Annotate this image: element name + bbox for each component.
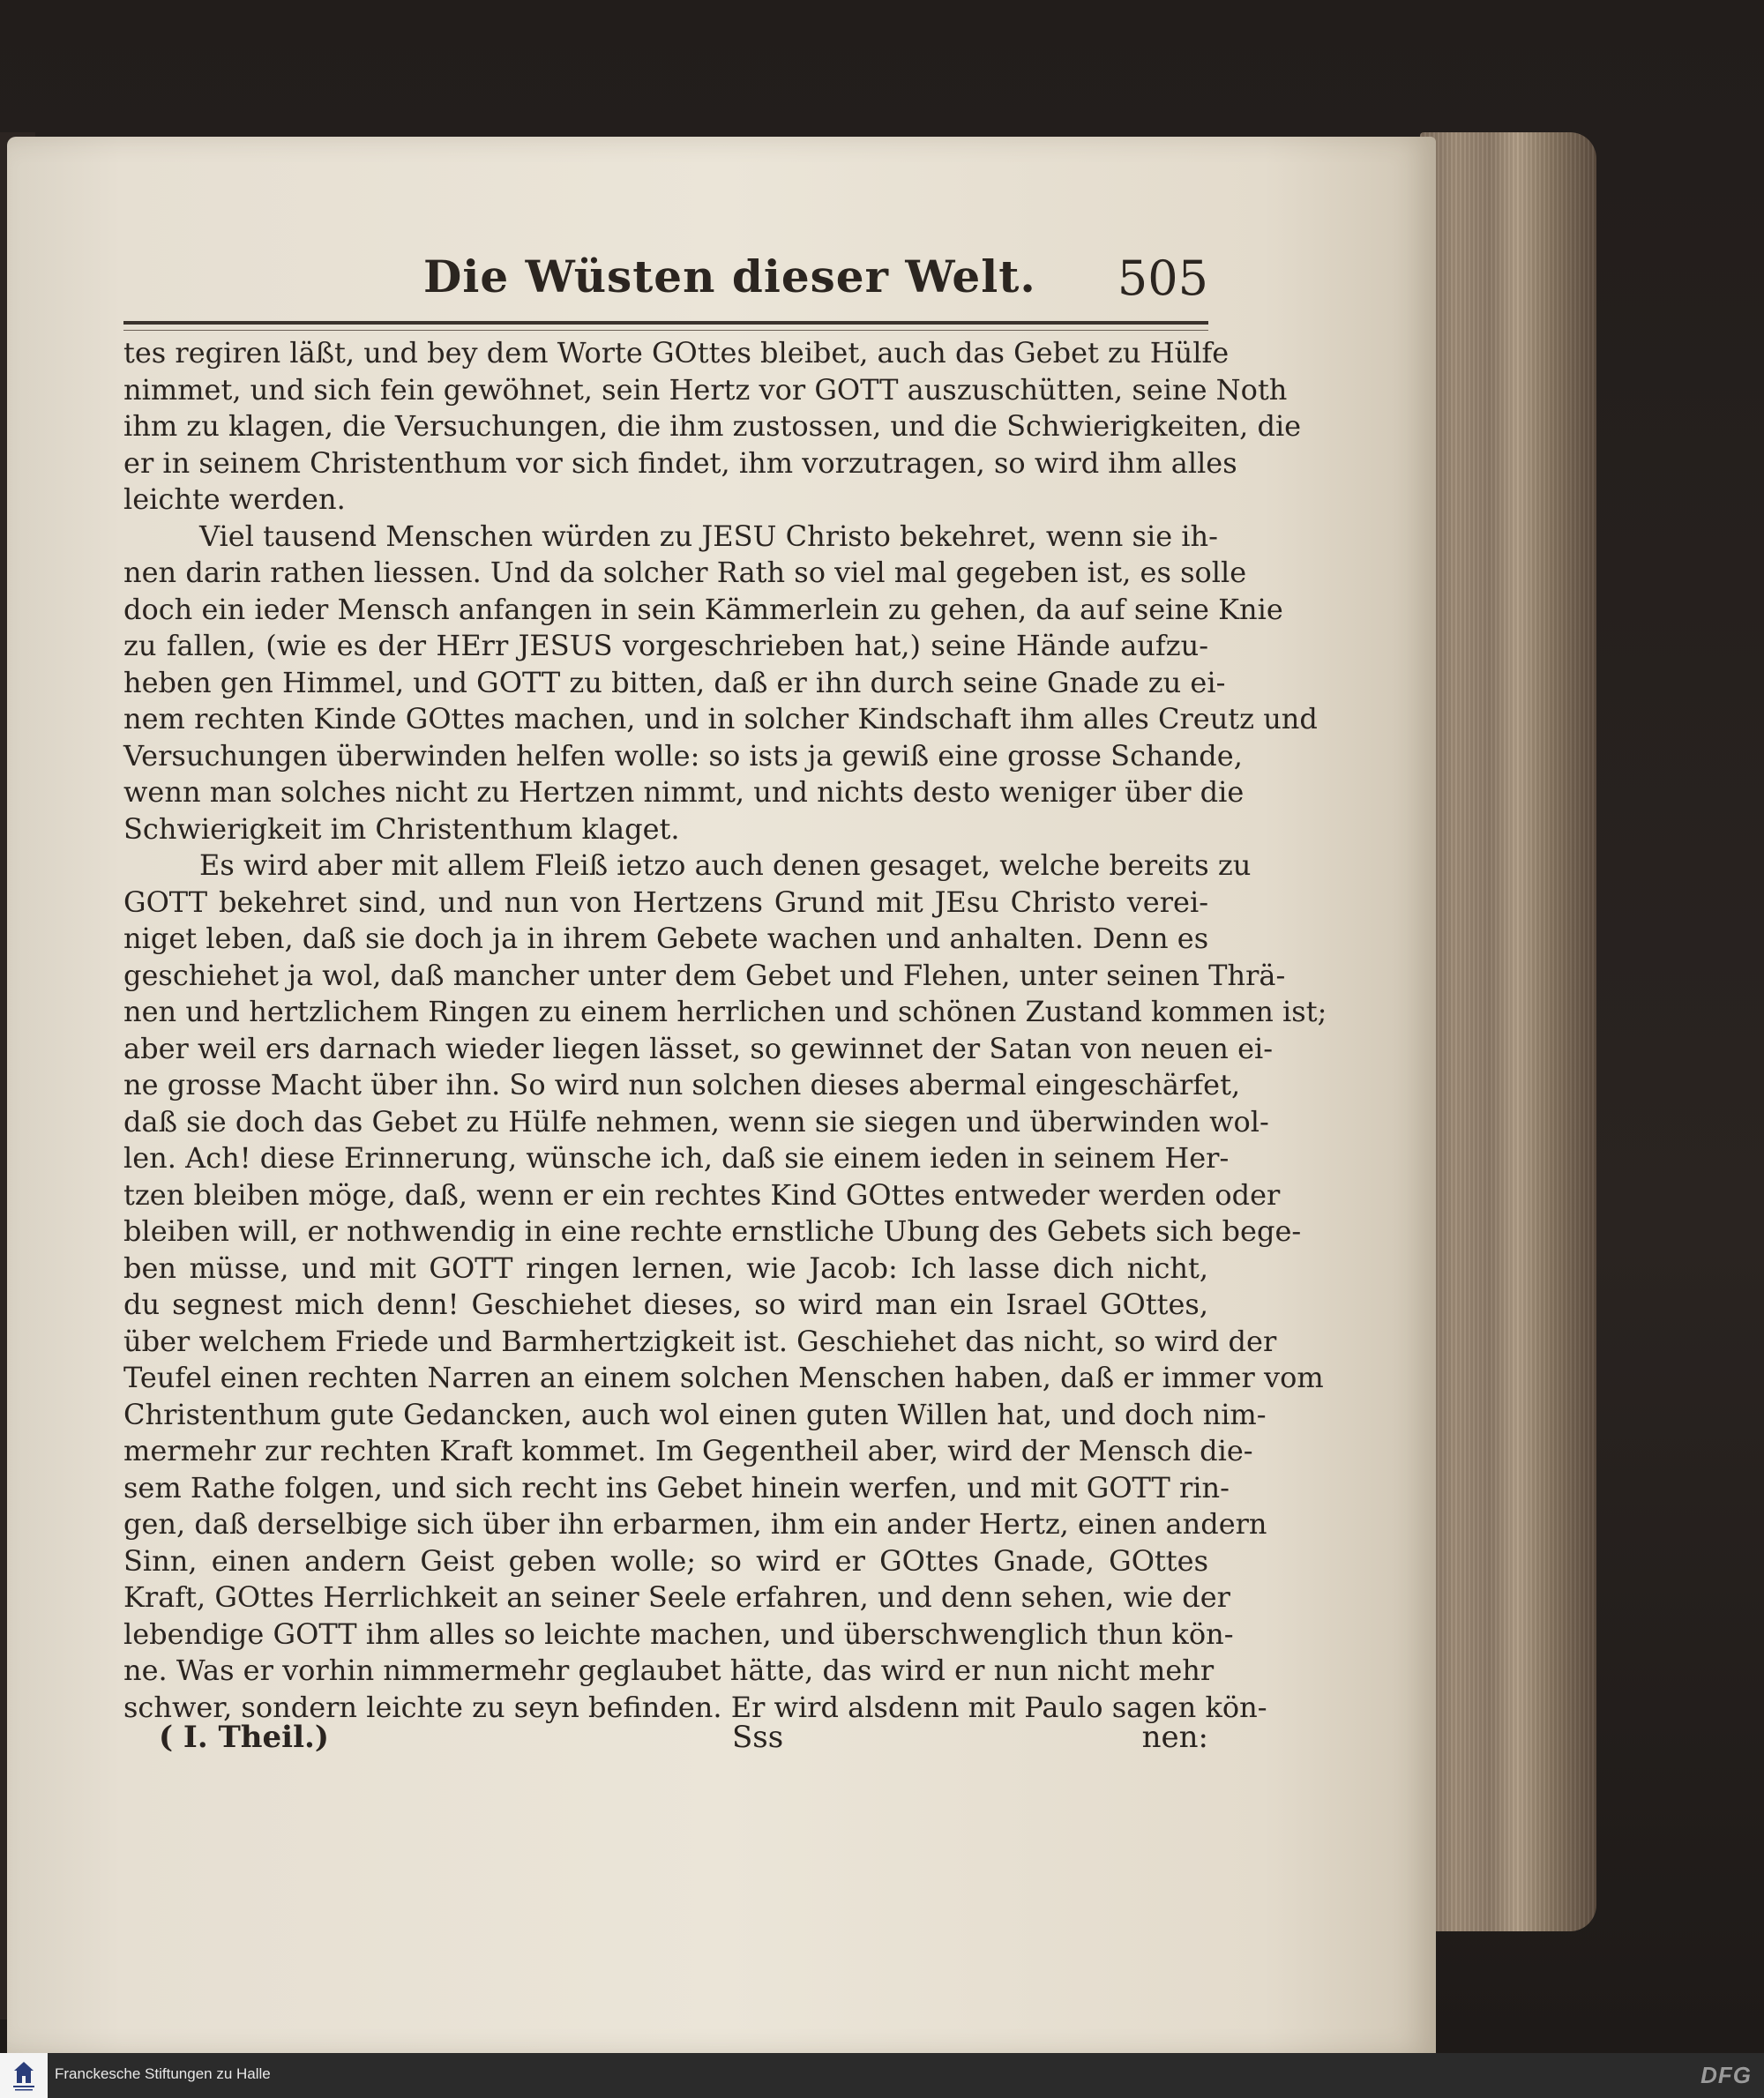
text-line: niget leben, daß sie doch ja in ihrem Gebete wachen und anhalten. Denn es — [123, 922, 1209, 955]
text-line: tzen bleiben möge, daß, wenn er ein rechtes Kind GOttes entweder werden oder — [123, 1177, 1281, 1212]
page-header — [123, 249, 1208, 319]
book-page-edges — [1420, 132, 1596, 1931]
running-title: Die Wüsten dieser Welt. — [423, 250, 1036, 302]
institution-logo-icon — [9, 2058, 39, 2094]
text-line: geschiehet ja wol, daß mancher unter dem Gebet und Flehen, unter seinen Thrä- — [123, 958, 1286, 992]
text-line: er in seinem Christenthum vor sich findet, ihm vorzutragen, so wird ihm alles — [123, 445, 1237, 480]
text-line: nen darin rathen liessen. Und da solcher Rath so viel mal gegeben ist, es solle — [123, 556, 1247, 589]
text-line: wenn man solches nicht zu Hertzen nimmt, und nichts desto weniger über die — [123, 775, 1245, 809]
dfg-logo[interactable]: DFG — [1700, 2062, 1752, 2088]
text-line: über welchem Friede und Barmhertzigkeit ist. Geschiehet das nicht, so wird der — [123, 1324, 1277, 1358]
text-line: ne. Was er vorhin nimmermehr geglaubet hätte, das wird er nun nicht mehr — [123, 1654, 1215, 1687]
page-footer — [123, 1720, 1208, 1764]
text-line: du segnest mich denn! Geschiehet dieses, so wird man ein Israel GOttes, — [123, 1288, 1208, 1321]
part-label: ( I. Theil.) — [159, 1720, 329, 1755]
text-line: nimmet, und sich fein gewöhnet, sein Hertz vor GOTT auszuschütten, seine Noth — [123, 372, 1288, 407]
text-line: leichte werden. — [123, 482, 346, 516]
text-line: nen und hertzlichem Ringen zu einem herrlichen und schönen Zustand kommen ist; — [123, 995, 1327, 1028]
text-line: daß sie doch das Gebet zu Hülfe nehmen, wenn sie siegen und überwinden wol- — [123, 1104, 1269, 1139]
text-line: len. Ach! diese Erinnerung, wünsche ich, daß sie einem ieden in seinem Her- — [123, 1141, 1230, 1175]
text-line: lebendige GOTT ihm alles so leichte machen, und überschwenglich thun kön- — [123, 1616, 1234, 1651]
text-line: Teufel einen rechten Narren an einem solchen Menschen haben, daß er immer vom — [123, 1361, 1324, 1394]
text-line: Schwierigkeit im Christenthum klaget. — [123, 811, 680, 846]
text-line: ben müsse, und mit GOTT ringen lernen, wie Jacob: Ich lasse dich nicht, — [123, 1251, 1208, 1285]
text-line: aber weil ers darnach wieder liegen lässet, so gewinnet der Satan von neuen ei- — [123, 1031, 1274, 1065]
catchword: nen: — [1141, 1720, 1208, 1755]
text-line: sem Rathe folgen, und sich recht ins Gebet hinein werfen, und mit GOTT rin- — [123, 1470, 1230, 1504]
text-line: gen, daß derselbige sich über ihn erbarmen, ihm ein ander Hertz, einen andern — [123, 1507, 1267, 1541]
signature-mark: Sss — [732, 1720, 784, 1755]
institution-logo-icon[interactable] — [0, 2053, 48, 2098]
text-line: Sinn, einen andern Geist geben wolle; so wird er GOttes Gnade, GOttes — [123, 1543, 1208, 1578]
text-line: Versuchungen überwinden helfen wolle: so ists ja gewiß eine grosse Schande, — [123, 738, 1243, 773]
text-line: ne grosse Macht über ihn. So wird nun solchen dieses abermal eingeschärfet, — [123, 1068, 1241, 1101]
text-line: schwer, sondern leichte zu seyn befinden. Er wird alsdenn mit Paulo sagen kön- — [123, 1690, 1267, 1724]
header-rule — [123, 321, 1208, 331]
text-line: bleiben will, er nothwendig in eine rechte ernstliche Ubung des Gebets sich bege- — [123, 1214, 1302, 1248]
viewer-footer-bar — [0, 2053, 1764, 2098]
text-line: Kraft, GOttes Herrlichkeit an seiner Seele erfahren, und denn sehen, wie der — [123, 1580, 1230, 1614]
text-line: nem rechten Kinde GOttes machen, und in solcher Kindschaft ihm alles Creutz und — [123, 702, 1318, 735]
page-number: 505 — [1117, 250, 1208, 306]
text-line: GOTT bekehret sind, und nun von Hertzens Grund mit JEsu Christo verei- — [123, 885, 1208, 919]
text-line: tes regiren läßt, und bey dem Worte GOttes bleibet, auch das Gebet zu Hülfe — [123, 336, 1230, 370]
text-line: heben gen Himmel, und GOTT zu bitten, daß er ihn durch seine Gnade zu ei- — [123, 665, 1226, 699]
text-line: Viel tausend Menschen würden zu JESU Christo bekehret, wenn sie ih- — [199, 519, 1218, 553]
text-line: doch ein ieder Mensch anfangen in sein Kämmerlein zu gehen, da auf seine Knie — [123, 592, 1283, 626]
text-line: ihm zu klagen, die Versuchungen, die ihm zustossen, und die Schwierigkeiten, die — [123, 409, 1302, 443]
body-text — [123, 335, 1327, 1726]
institution-link[interactable]: Franckesche Stiftungen zu Halle — [55, 2065, 271, 2082]
text-line: mermehr zur rechten Kraft kommet. Im Gegentheil aber, wird der Mensch die- — [123, 1434, 1253, 1467]
text-line: Christenthum gute Gedancken, auch wol einen guten Willen hat, und doch nim- — [123, 1397, 1267, 1431]
text-line: zu fallen, (wie es der HErr JESUS vorgeschrieben hat,) seine Hände aufzu- — [123, 629, 1208, 662]
text-line: Es wird aber mit allem Fleiß ietzo auch denen gesaget, welche bereits zu — [199, 848, 1252, 882]
